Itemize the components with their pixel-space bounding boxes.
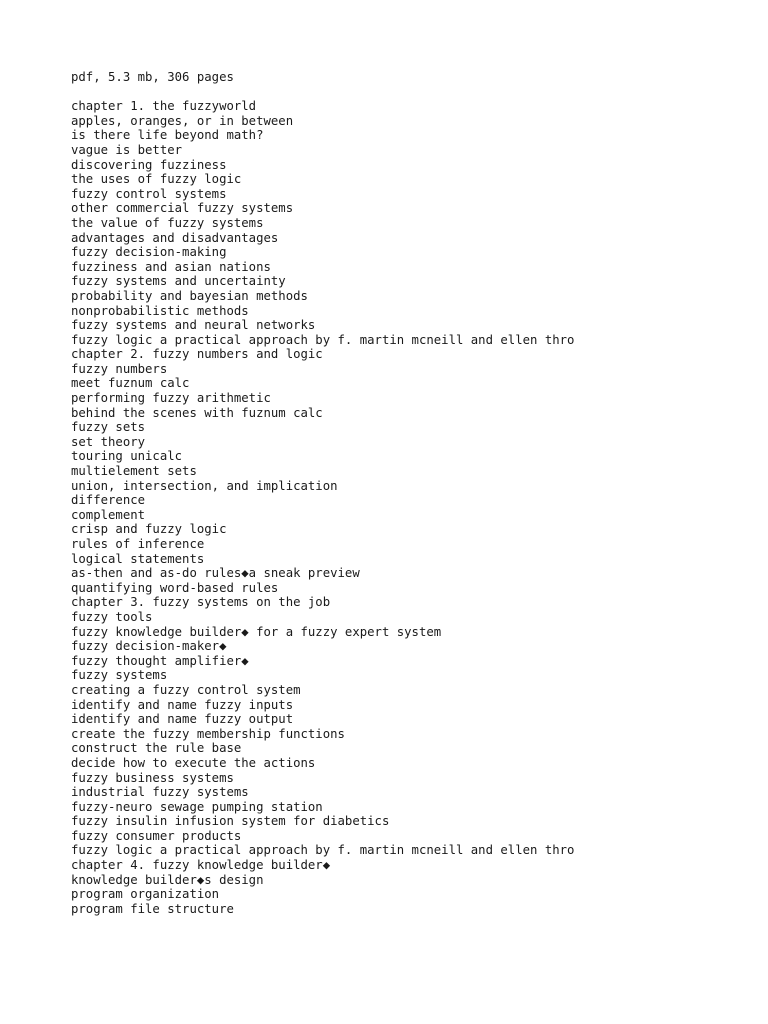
toc-line: fuzzy control systems	[71, 186, 227, 201]
toc-line: quantifying word-based rules	[71, 580, 279, 595]
document-page	[71, 70, 751, 916]
table-of-contents	[71, 99, 751, 916]
toc-line: as-then and as-do rules◆a sneak preview	[71, 566, 360, 581]
toc-line: fuzzy sets	[71, 420, 146, 435]
toc-line: other commercial fuzzy systems	[71, 201, 294, 216]
toc-line: behind the scenes with fuznum calc	[71, 405, 323, 420]
toc-line: knowledge builder◆s design	[71, 872, 264, 887]
toc-line: fuzzy systems and uncertainty	[71, 274, 286, 289]
toc-line: chapter 4. fuzzy knowledge builder◆	[71, 858, 331, 873]
toc-line: is there life beyond math?	[71, 128, 264, 143]
toc-line: fuzzy logic a practical approach by f. martin mcneill and ellen thro	[71, 332, 575, 347]
toc-line: logical statements	[71, 551, 205, 566]
toc-line: probability and bayesian methods	[71, 288, 308, 303]
toc-line: fuzzy thought amplifier◆	[71, 653, 249, 668]
toc-line: difference	[71, 493, 146, 508]
toc-line: multielement sets	[71, 464, 197, 479]
toc-line: the uses of fuzzy logic	[71, 172, 242, 187]
toc-line: construct the rule base	[71, 741, 242, 756]
toc-line: the value of fuzzy systems	[71, 215, 264, 230]
toc-line: chapter 2. fuzzy numbers and logic	[71, 347, 323, 362]
file-info: pdf, 5.3 mb, 306 pages	[71, 70, 234, 84]
toc-line: decide how to execute the actions	[71, 755, 316, 770]
toc-line: chapter 1. the fuzzyworld	[71, 99, 257, 114]
toc-line: meet fuznum calc	[71, 376, 190, 391]
toc-line: fuzzy-neuro sewage pumping station	[71, 799, 323, 814]
toc-line: fuzzy numbers	[71, 361, 168, 376]
toc-line: advantages and disadvantages	[71, 230, 279, 245]
toc-line: vague is better	[71, 142, 183, 157]
toc-line: fuzzy insulin infusion system for diabetics	[71, 814, 390, 829]
toc-line: nonprobabilistic methods	[71, 303, 249, 318]
toc-line: fuzziness and asian nations	[71, 259, 271, 274]
toc-line: identify and name fuzzy inputs	[71, 697, 294, 712]
toc-line: fuzzy business systems	[71, 770, 234, 785]
toc-line: fuzzy decision-making	[71, 245, 227, 260]
toc-line: performing fuzzy arithmetic	[71, 391, 271, 406]
toc-line: program organization	[71, 887, 220, 902]
toc-line: identify and name fuzzy output	[71, 712, 294, 727]
toc-line: apples, oranges, or in between	[71, 113, 294, 128]
toc-line: create the fuzzy membership functions	[71, 726, 345, 741]
toc-line: fuzzy systems and neural networks	[71, 318, 316, 333]
toc-line: industrial fuzzy systems	[71, 785, 249, 800]
toc-line: chapter 3. fuzzy systems on the job	[71, 595, 331, 610]
toc-line: creating a fuzzy control system	[71, 682, 301, 697]
toc-line: program file structure	[71, 901, 234, 916]
toc-line: fuzzy tools	[71, 609, 153, 624]
toc-line: crisp and fuzzy logic	[71, 522, 227, 537]
toc-line: fuzzy decision-maker◆	[71, 639, 227, 654]
toc-line: complement	[71, 507, 146, 522]
toc-line: touring unicalc	[71, 449, 183, 464]
toc-line: fuzzy logic a practical approach by f. martin mcneill and ellen thro	[71, 843, 575, 858]
toc-line: union, intersection, and implication	[71, 478, 338, 493]
toc-line: set theory	[71, 434, 146, 449]
toc-line: discovering fuzziness	[71, 157, 227, 172]
toc-line: rules of inference	[71, 537, 205, 551]
toc-line: fuzzy knowledge builder◆ for a fuzzy expert system	[71, 624, 442, 639]
toc-line: fuzzy systems	[71, 668, 168, 683]
toc-line: fuzzy consumer products	[71, 828, 242, 843]
